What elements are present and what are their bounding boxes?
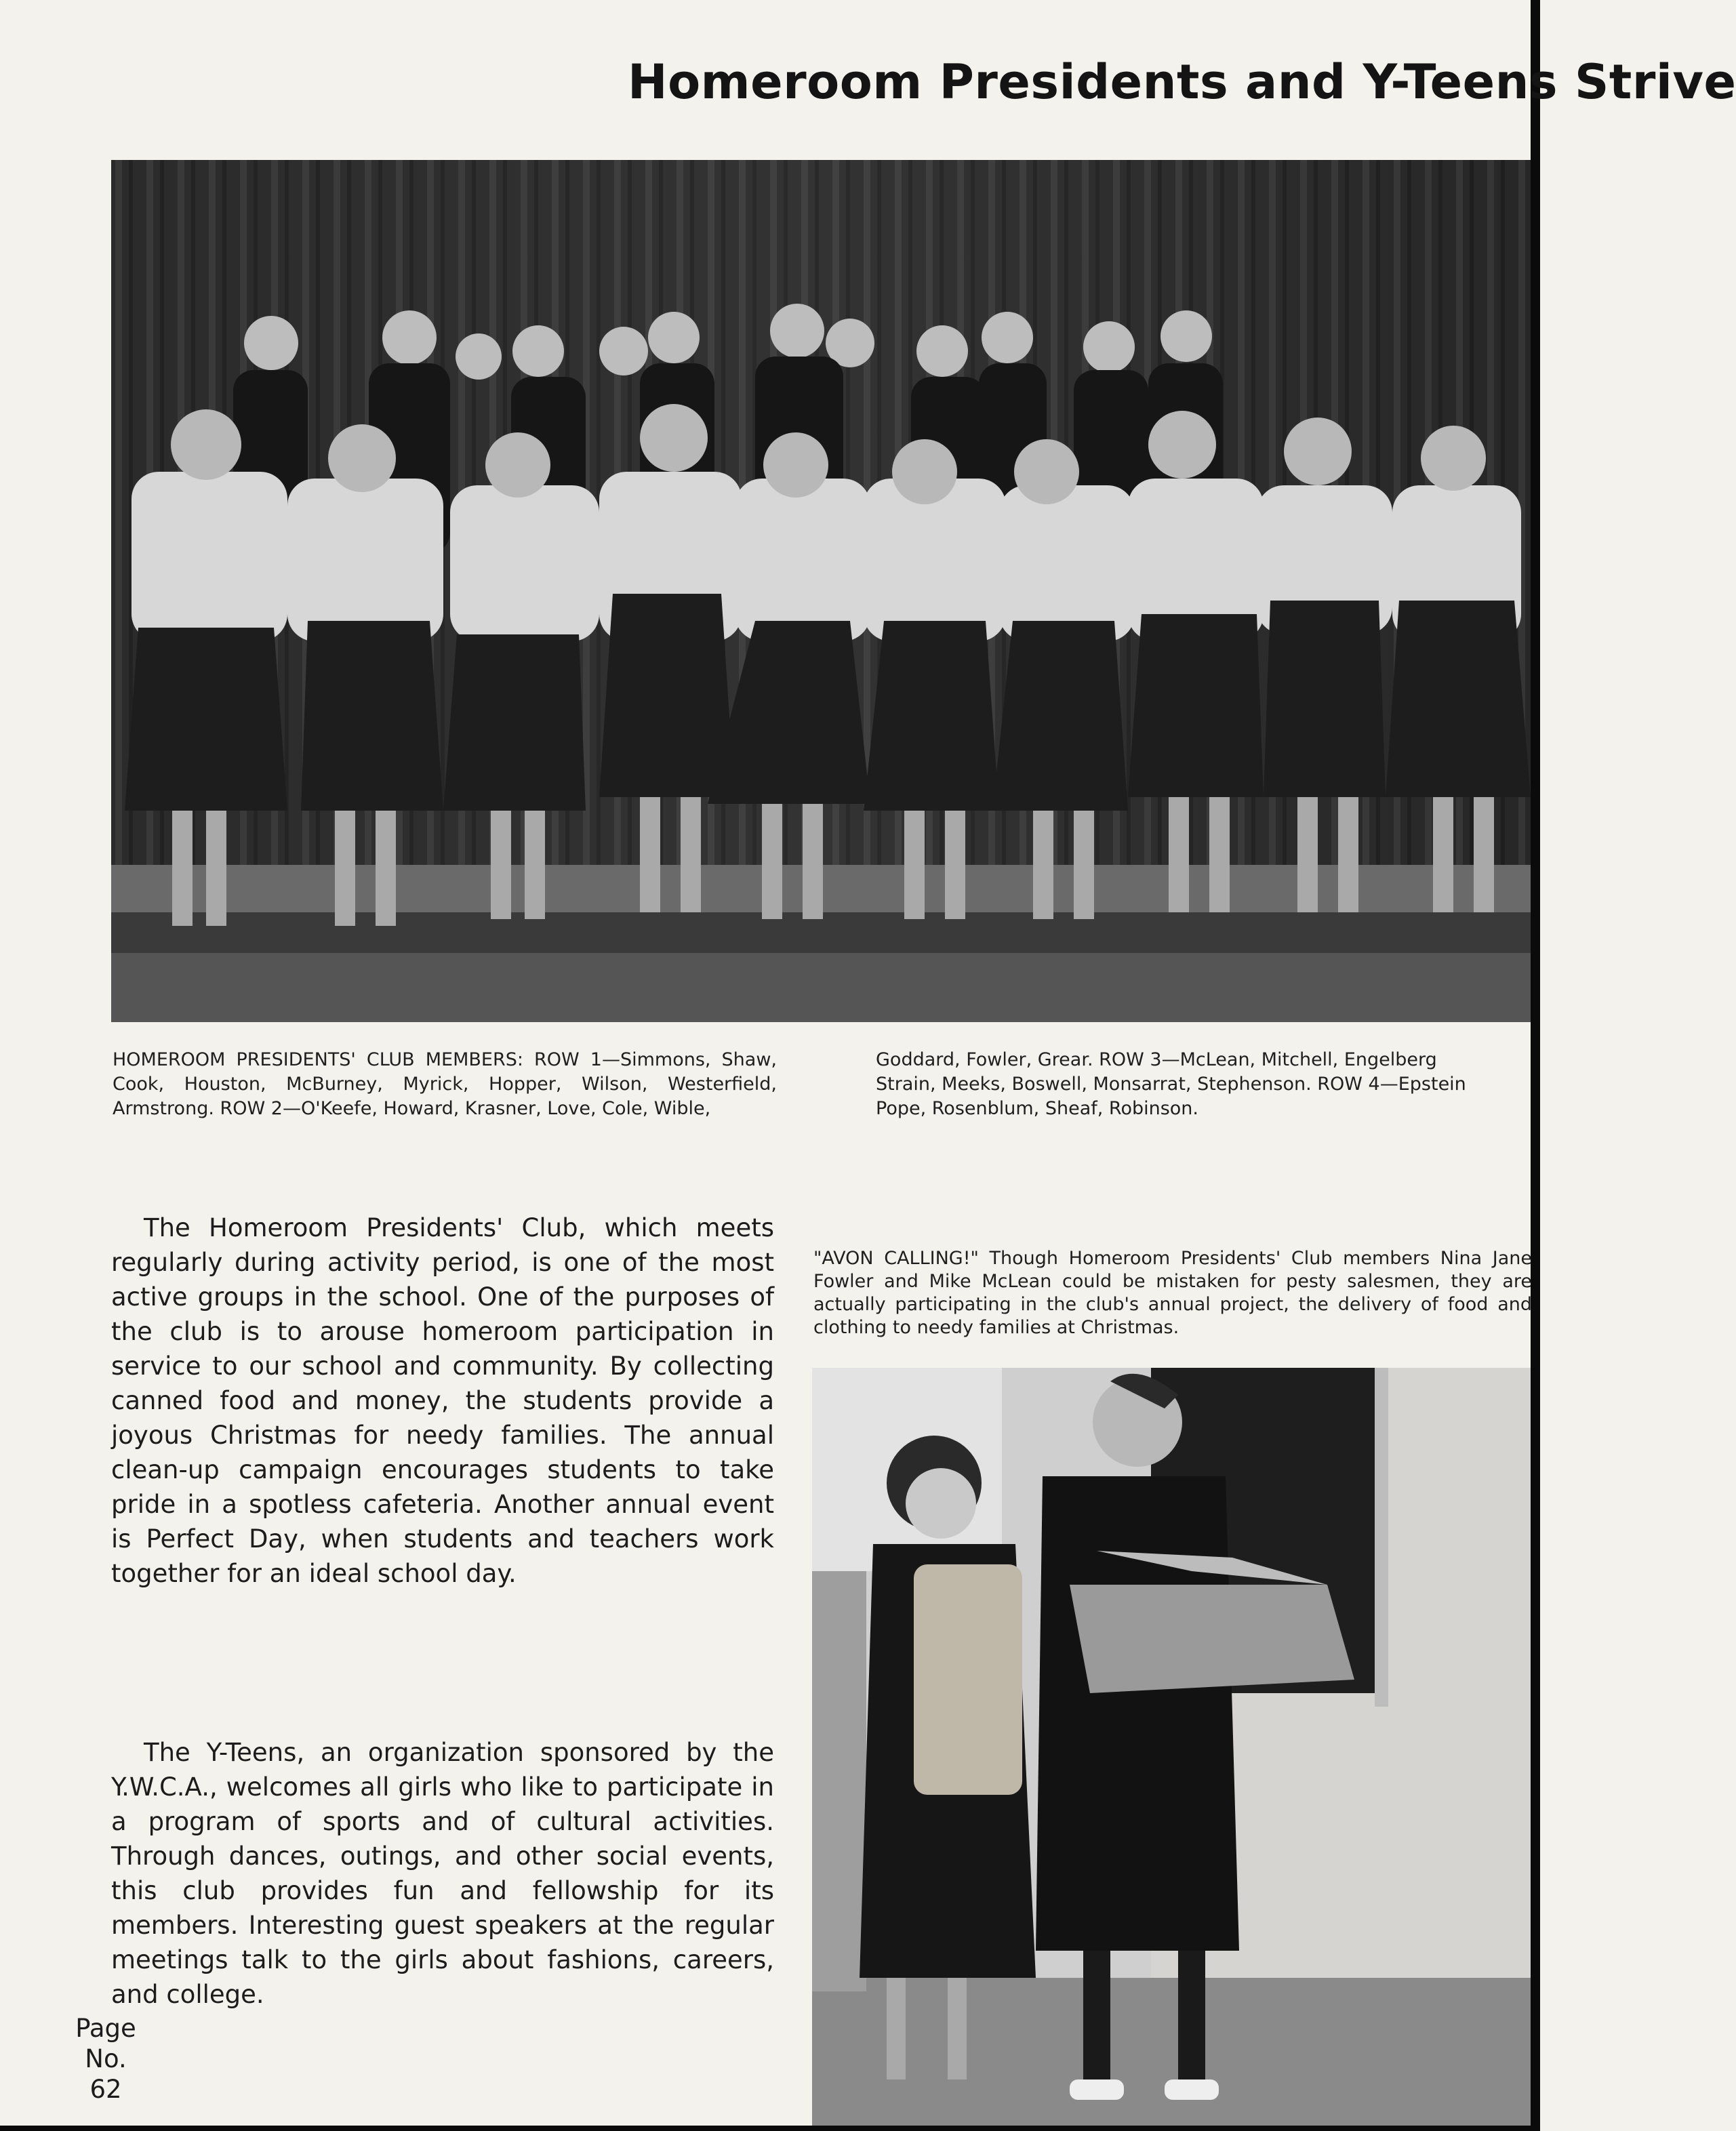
- page-number-value: 62: [89, 2075, 122, 2104]
- avon-photo-caption: "AVON CALLING!" Though Homeroom Presidents' Club members Nina Jane Fowler and Mike McLean could be mistaken for pesty salesmen, they are actually participating in the club's annual project, the delivery of food and clothing to needy families at Christmas.: [813, 1248, 1532, 1338]
- delivery-photo: [812, 1368, 1531, 2126]
- group-photo: [111, 160, 1531, 1022]
- group-photo-caption-left: HOMEROOM PRESIDENTS' CLUB MEMBERS: ROW 1—Simmons, Shaw, Cook, Houston, McBurney, Myrick, Hopper, Wilson, Westerfield, Armstrong. ROW 2—O'Keefe, Howard, Krasner, Love, Cole, Wible,: [113, 1049, 777, 1119]
- y-teens-paragraph: The Y-Teens, an organization sponsored by the Y.W.C.A., welcomes all girls who like to participate in a program of sports and of cultural activities. Through dances, outings, and other social events, this club provides fun and fellowship for its members. Interesting guest speakers at the regular meetings talk to the girls about fashions, careers, and college.: [111, 1738, 774, 2009]
- group-photo-image: [111, 160, 1531, 1022]
- page-title: Homeroom Presidents and Y-Teens Strive: [628, 54, 1736, 110]
- delivery-photo-image: [812, 1368, 1531, 2126]
- page-label: Page: [75, 2014, 136, 2043]
- page-number: [72, 2013, 140, 2105]
- group-photo-caption-right: Goddard, Fowler, Grear. ROW 3—McLean, Mitchell, Engelberg Strain, Meeks, Boswell, Monsarrat, Stephenson. ROW 4—Epstein Pope, Rosenblum, Sheaf, Robinson.: [876, 1049, 1466, 1119]
- page-no-label: No.: [85, 2044, 127, 2073]
- homeroom-presidents-paragraph: The Homeroom Presidents' Club, which meets regularly during activity period, is one of the most active groups in the school. One of the purposes of the club is to arouse homeroom participation in service to our school and community. By collecting canned food and money, the students provide a joyous Christmas for needy families. The annual clean-up campaign encourages students to take pride in a spotless cafeteria. Another annual event is Perfect Day, when students and teachers work together for an ideal school day.: [111, 1213, 774, 1588]
